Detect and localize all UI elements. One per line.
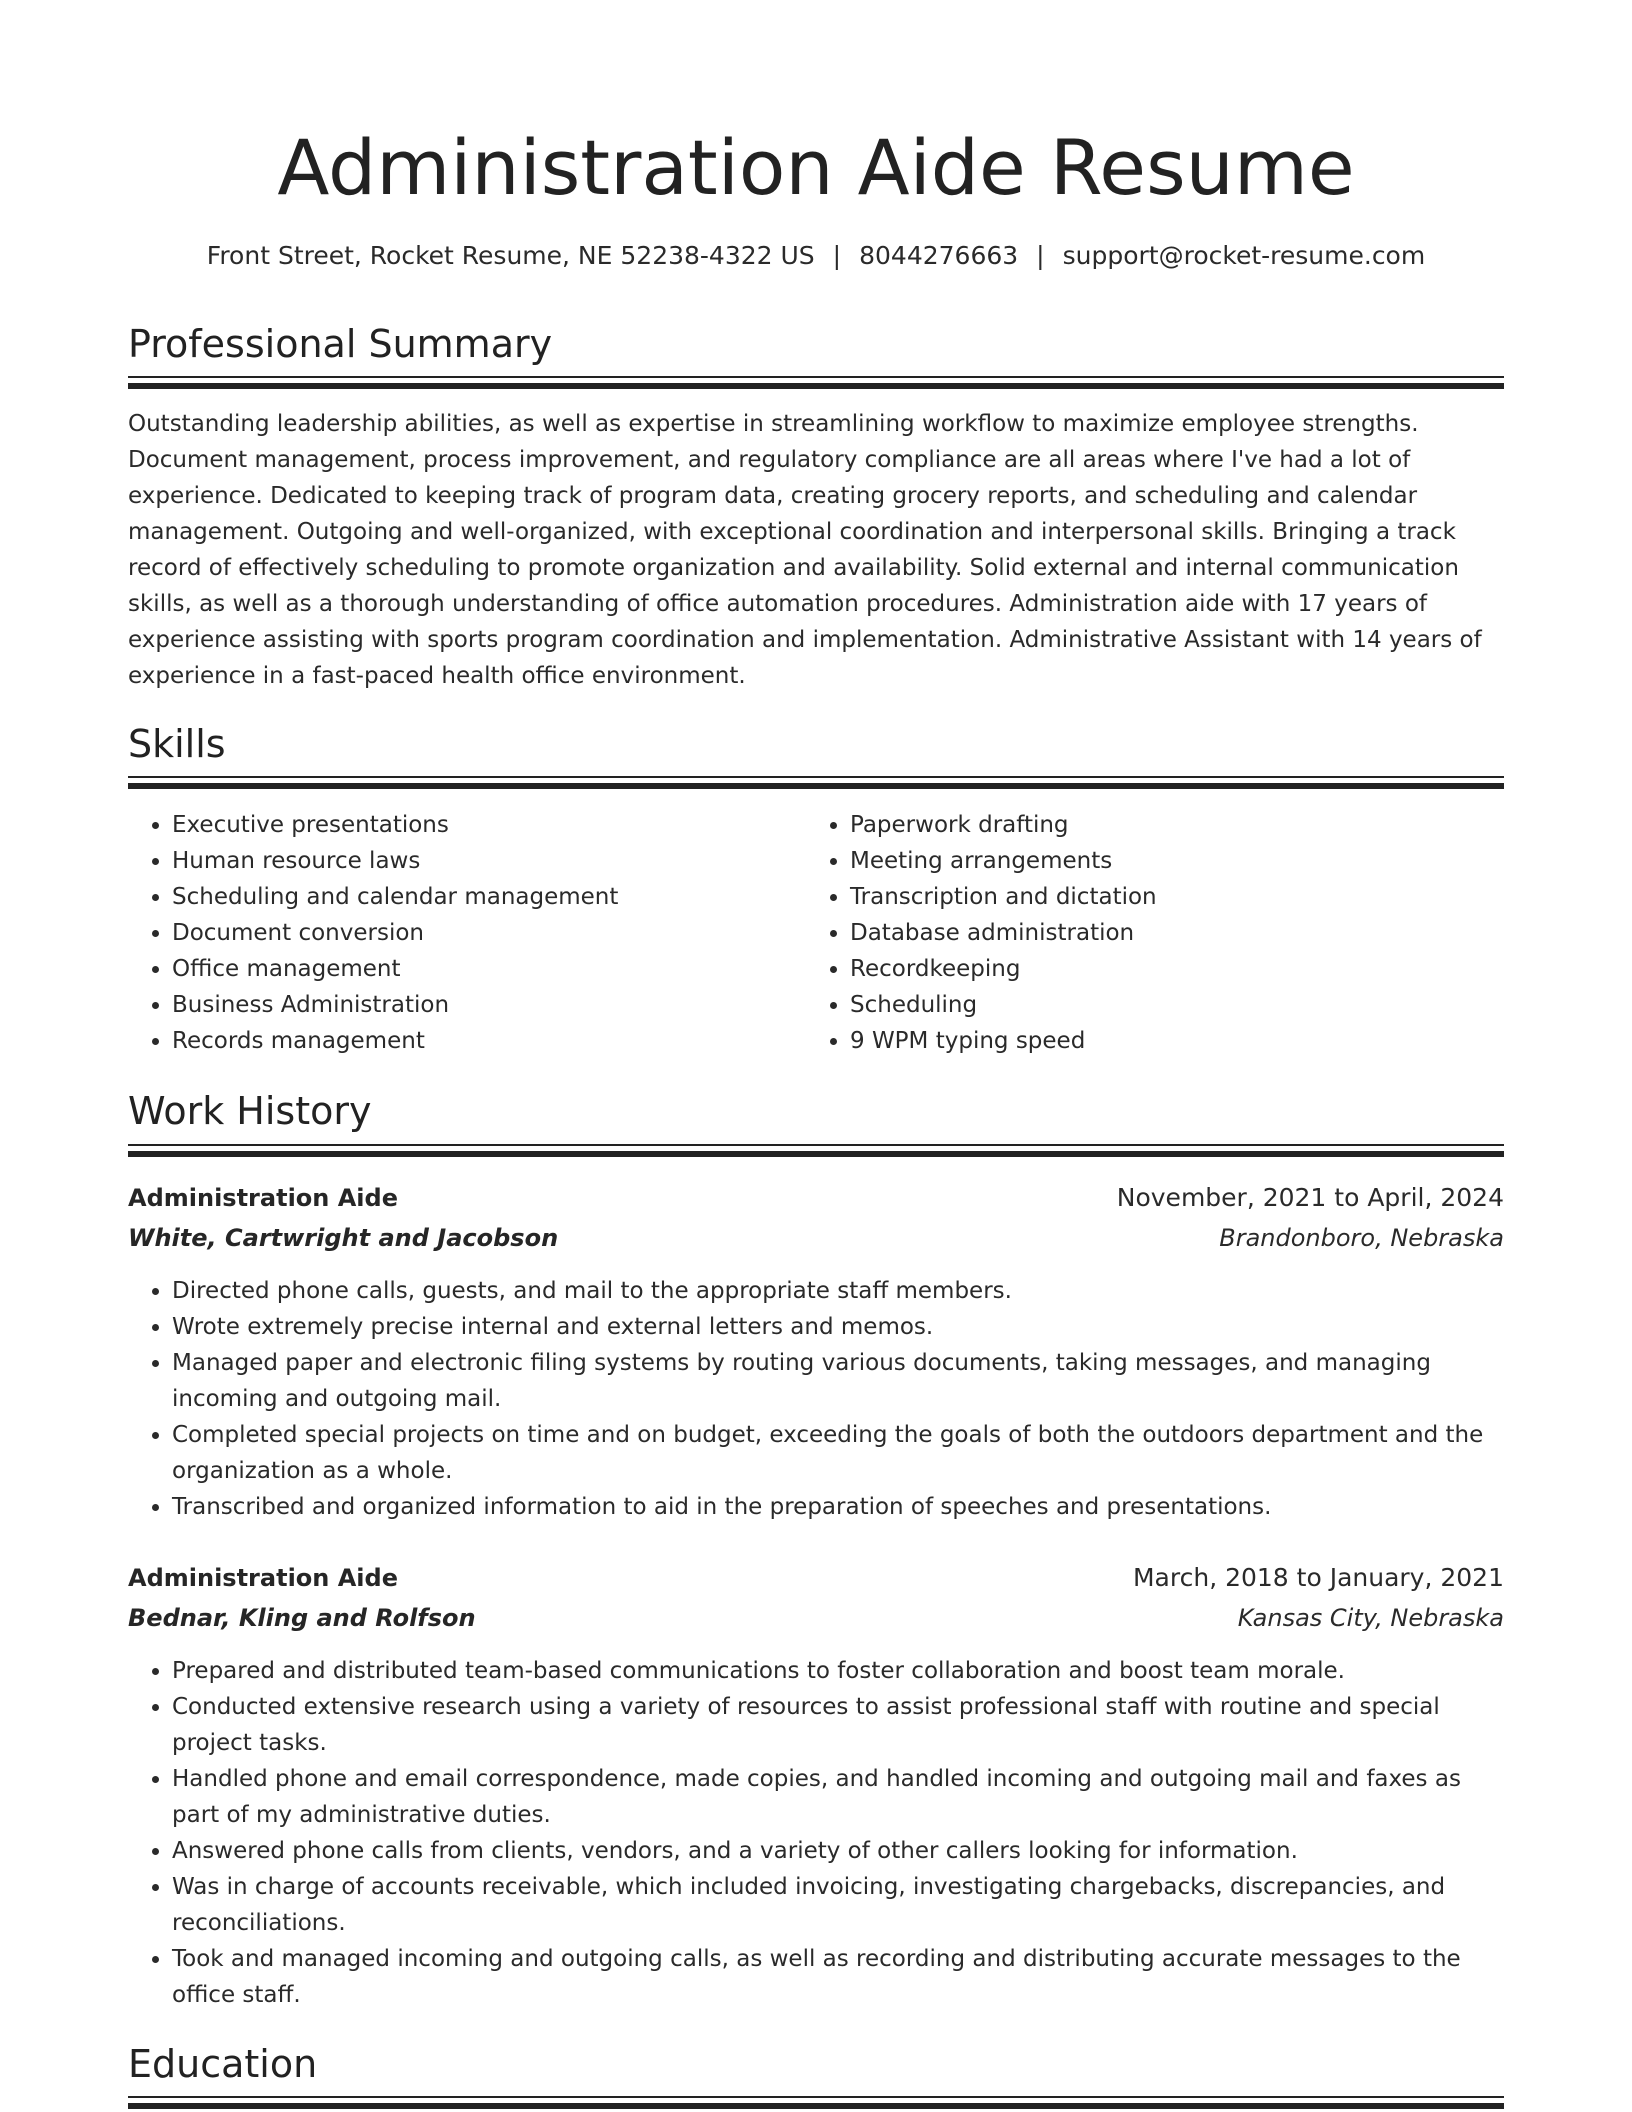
skill-item: • Scheduling [850, 987, 1500, 1023]
job-duty: • Completed special projects on time and on budget, exceeding the goals of both the outdoors department and the organization as a whole. [172, 1417, 1504, 1489]
skills-list-right [806, 807, 1500, 1059]
job-duty: • Was in charge of accounts receivable, which included invoicing, investigating chargebacks, discrepancies, and reconciliations. [172, 1869, 1504, 1941]
skill-item: • Records management [172, 1023, 802, 1059]
contact-line [128, 236, 1504, 276]
section-title-education: Education [128, 2042, 318, 2086]
skill-item: • Paperwork drafting [850, 807, 1500, 843]
section-title-summary: Professional Summary [128, 322, 553, 366]
job-duties-list [128, 1653, 1504, 2013]
job-duty: • Conducted extensive research using a variety of resources to assist professional staff with routine and special project tasks. [172, 1689, 1504, 1761]
section-divider [128, 376, 1504, 390]
job-duties-list [128, 1273, 1504, 1525]
skill-item: • Scheduling and calendar management [172, 879, 802, 915]
job-title: Administration Aide [128, 1564, 398, 1592]
job-dates: November, 2021 to April, 2024 [1116, 1183, 1504, 1212]
job-location: Brandonboro, Nebraska [1219, 1224, 1504, 1252]
skill-item: • Executive presentations [172, 807, 802, 843]
job-title: Administration Aide [128, 1184, 398, 1212]
job-company: White, Cartwright and Jacobson [128, 1224, 559, 1252]
job-location: Kansas City, Nebraska [1237, 1604, 1504, 1632]
resume-title: Administration Aide Resume [277, 123, 1355, 212]
skills-list-left [128, 807, 802, 1059]
skill-item: • Recordkeeping [850, 951, 1500, 987]
skill-item: • 9 WPM typing speed [850, 1023, 1500, 1059]
skill-item: • Document conversion [172, 915, 802, 951]
contact-address: Front Street, Rocket Resume, NE 52238-4322 US [206, 241, 815, 270]
skill-item: • Office management [172, 951, 802, 987]
skill-item: • Human resource laws [172, 843, 802, 879]
contact-phone: 8044276663 [859, 241, 1019, 270]
job-duty: • Answered phone calls from clients, vendors, and a variety of other callers looking for information. [172, 1833, 1504, 1869]
job-duty: • Transcribed and organized information to aid in the preparation of speeches and presentations. [172, 1489, 1504, 1525]
job-duty: • Prepared and distributed team-based communications to foster collaboration and boost team morale. [172, 1653, 1504, 1689]
section-title-work-history: Work History [128, 1089, 372, 1133]
job-duty: • Took and managed incoming and outgoing calls, as well as recording and distributing accurate messages to the office staff. [172, 1941, 1504, 2013]
section-divider [128, 1144, 1504, 1158]
contact-separator: | [832, 241, 842, 270]
skill-item: • Meeting arrangements [850, 843, 1500, 879]
job-duty: • Directed phone calls, guests, and mail to the appropriate staff members. [172, 1273, 1504, 1309]
section-divider [128, 2096, 1504, 2110]
section-title-skills: Skills [128, 722, 226, 766]
job-duty: • Handled phone and email correspondence, made copies, and handled incoming and outgoing mail and faxes as part of my administrative duties. [172, 1761, 1504, 1833]
contact-separator: | [1036, 241, 1045, 270]
skill-item: • Database administration [850, 915, 1500, 951]
contact-email[interactable]: support@rocket-resume.com [1062, 241, 1426, 270]
job-company: Bednar, Kling and Rolfson [128, 1604, 476, 1632]
job-duty: • Wrote extremely precise internal and external letters and memos. [172, 1309, 1504, 1345]
job-dates: March, 2018 to January, 2021 [1132, 1563, 1504, 1592]
summary-text: Outstanding leadership abilities, as well as expertise in streamlining workflow to maximize employee strengths. Document management, process improvement, and regulatory compliance are all areas where I've had a lot of experience. Dedicated to keeping track of program data, creating grocery reports, and scheduling and calendar management. Outgoing and well-organized, with exceptional coordination and interpersonal skills. Bringing a track record of effectively scheduling to promote organization and availability. Solid external and internal communication skills, as well as a thorough understanding of office automation procedures. Administration aide with 17 years of experience assisting with sports program coordination and implementation. Administrative Assistant with 14 years of experience in a fast-paced health office environment. [128, 411, 1482, 689]
job-duty: • Managed paper and electronic filing systems by routing various documents, taking messages, and managing incoming and outgoing mail. [172, 1345, 1504, 1417]
section-divider [128, 776, 1504, 790]
skill-item: • Business Administration [172, 987, 802, 1023]
skill-item: • Transcription and dictation [850, 879, 1500, 915]
